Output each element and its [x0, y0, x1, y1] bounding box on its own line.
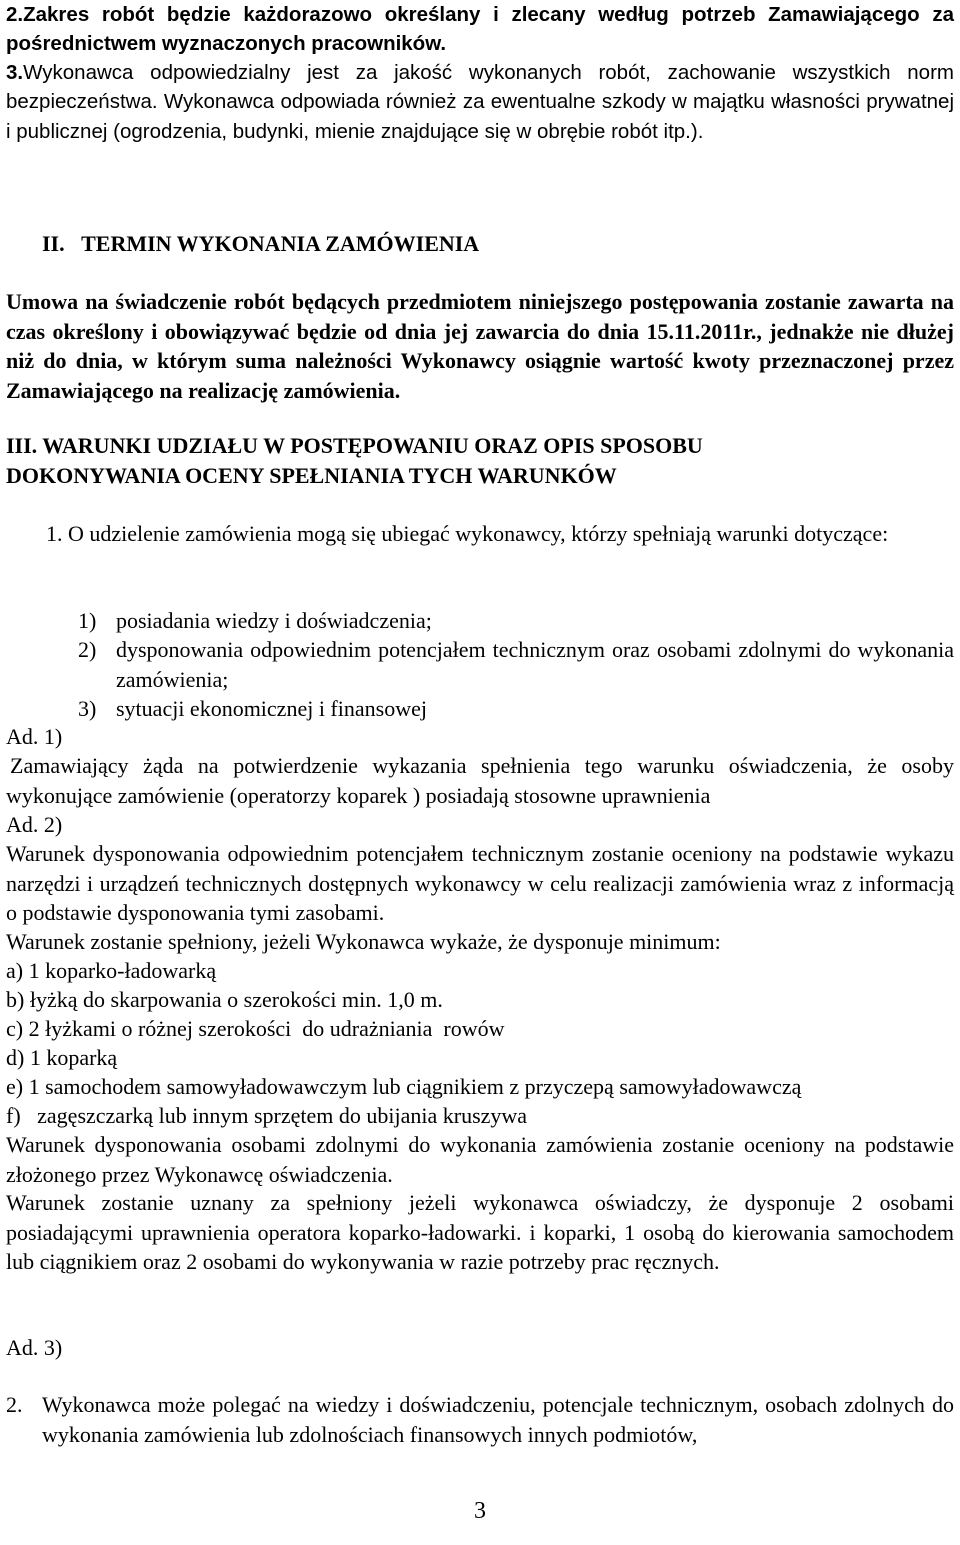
paragraph-2	[6, 0, 954, 59]
ad-1-text: Zamawiający żąda na potwierdzenie wykazania spełnienia tego warunku oświadczenia, że osoby wykonujące zamówienie (operatorzy koparek ) posiadają stosowne uprawnienia	[6, 753, 954, 808]
paragraph-3-lead: Wykonawca odpowiedzialny jest za jakość wykonanych robót, zachowanie wszystkich norm bezpieczeństwa.	[6, 61, 954, 114]
section-ii-body	[6, 287, 954, 405]
section-ii-heading	[42, 229, 479, 259]
section-iii-title-line1: WARUNKI UDZIAŁU W POSTĘPOWANIU ORAZ OPIS SPOSOBU	[42, 433, 703, 458]
ad-2-persons: Warunek dysponowania osobami zdolnymi do wykonania zamówienia zostanie oceniony na podstawie złożonego przez Wykonawcę oświadczenia.	[6, 1132, 954, 1187]
condition-2-text: dysponowania odpowiednim potencjałem technicznym oraz osobami zdolnymi do wykonania zamówienia;	[116, 637, 954, 692]
section-iii-number: III.	[6, 433, 38, 458]
section-ii-body-bold: Umowa na świadczenie robót będących przedmiotem niniejszego postępowania zostanie zawarta na czas określony i obowiązywać będzie od dnia jej zawarcia do dnia 15.11.2011r.	[6, 289, 954, 344]
condition-1-number: 1)	[78, 608, 97, 633]
equipment-item: c) 2 łyżkami o różnej szerokości do udrażniania rowów	[6, 1016, 505, 1041]
condition-1-text: posiadania wiedzy i doświadczenia;	[116, 608, 432, 633]
paragraph-2-text: Zakres robót będzie każdorazowo określany i zlecany według potrzeb Zamawiającego za pośrednictwem wyznaczonych pracowników.	[6, 3, 954, 56]
condition-3-number: 3)	[78, 696, 97, 721]
ad-2-persons-condition: Warunek zostanie uznany za spełniony jeżeli wykonawca oświadczy, że dysponuje 2 osobami posiadającymi uprawnienia operatora koparko-ładowarki. i koparki, 1 osobą do kierowania samochodem lub ciągnikiem oraz 2 osobami do wykonywania w razie potrzeby prac ręcznych.	[6, 1190, 954, 1274]
ad-2-label: Ad. 2)	[6, 812, 63, 837]
point-1-number: 1.	[46, 521, 63, 546]
point-2-text: Wykonawca może polegać na wiedzy i doświadczeniu, potencjale technicznym, osobach zdolnych do wykonania zamówienia lub zdolnościach finansowych innych podmiotów,	[42, 1392, 954, 1447]
point-1-text: O udzielenie zamówienia mogą się ubiegać wykonawcy, którzy spełniają warunki dotyczące:	[68, 521, 889, 546]
section-ii-title: TERMIN WYKONANIA ZAMÓWIENIA	[81, 231, 480, 256]
paragraph-3	[6, 58, 954, 146]
section-iii-heading	[6, 431, 826, 490]
section-iii-title-line2: DOKONYWANIA OCENY SPEŁNIANIA TYCH WARUNKÓW	[6, 462, 617, 488]
equipment-item: f) zagęszczarką lub innym sprzętem do ubijania kruszywa	[6, 1103, 528, 1128]
condition-2-number: 2)	[78, 637, 97, 662]
ad-2-minimum: Warunek zostanie spełniony, jeżeli Wykonawca wykaże, że dysponuje minimum:	[6, 929, 721, 954]
point-2-number: 2.	[6, 1392, 23, 1417]
page-number: 3	[474, 1498, 486, 1524]
section-ii-body-rest: , jednakże nie dłużej niż do dnia, w którym suma należności Wykonawcy osiągnie wartość kwoty przeznaczonej przez Zamawiającego na realizację zamówienia.	[6, 318, 954, 403]
paragraph-2-number: 2.	[6, 3, 24, 26]
ad-1-label: Ad. 1)	[6, 724, 63, 749]
paragraph-3-number: 3.	[6, 61, 24, 84]
equipment-item: d) 1 koparką	[6, 1045, 118, 1070]
paragraph-3-text: Wykonawca odpowiada również za ewentualne szkody w majątku własności prywatnej i publicznej (ogrodzenia, budynki, mienie znajdujące się w obrębie robót itp.).	[6, 90, 954, 143]
condition-3-text: sytuacji ekonomicznej i finansowej	[116, 696, 427, 721]
section-iii-point-1	[6, 519, 954, 549]
ad-3-label: Ad. 3)	[6, 1335, 63, 1360]
equipment-item: a) 1 koparko-ładowarką	[6, 958, 217, 983]
section-ii-number: II.	[42, 231, 65, 256]
ad-2-text: Warunek dysponowania odpowiednim potencjałem technicznym zostanie oceniony na podstawie wykazu narzędzi i urządzeń technicznych dostępnych wykonawcy w celu realizacji zamówienia wraz z informacją o podstawie dysponowania tymi zasobami.	[6, 841, 954, 925]
equipment-item: e) 1 samochodem samowyładowawczym lub ciągnikiem z przyczepą samowyładowawczą	[6, 1074, 802, 1099]
equipment-item: b) łyżką do skarpowania o szerokości min. 1,0 m.	[6, 987, 443, 1012]
